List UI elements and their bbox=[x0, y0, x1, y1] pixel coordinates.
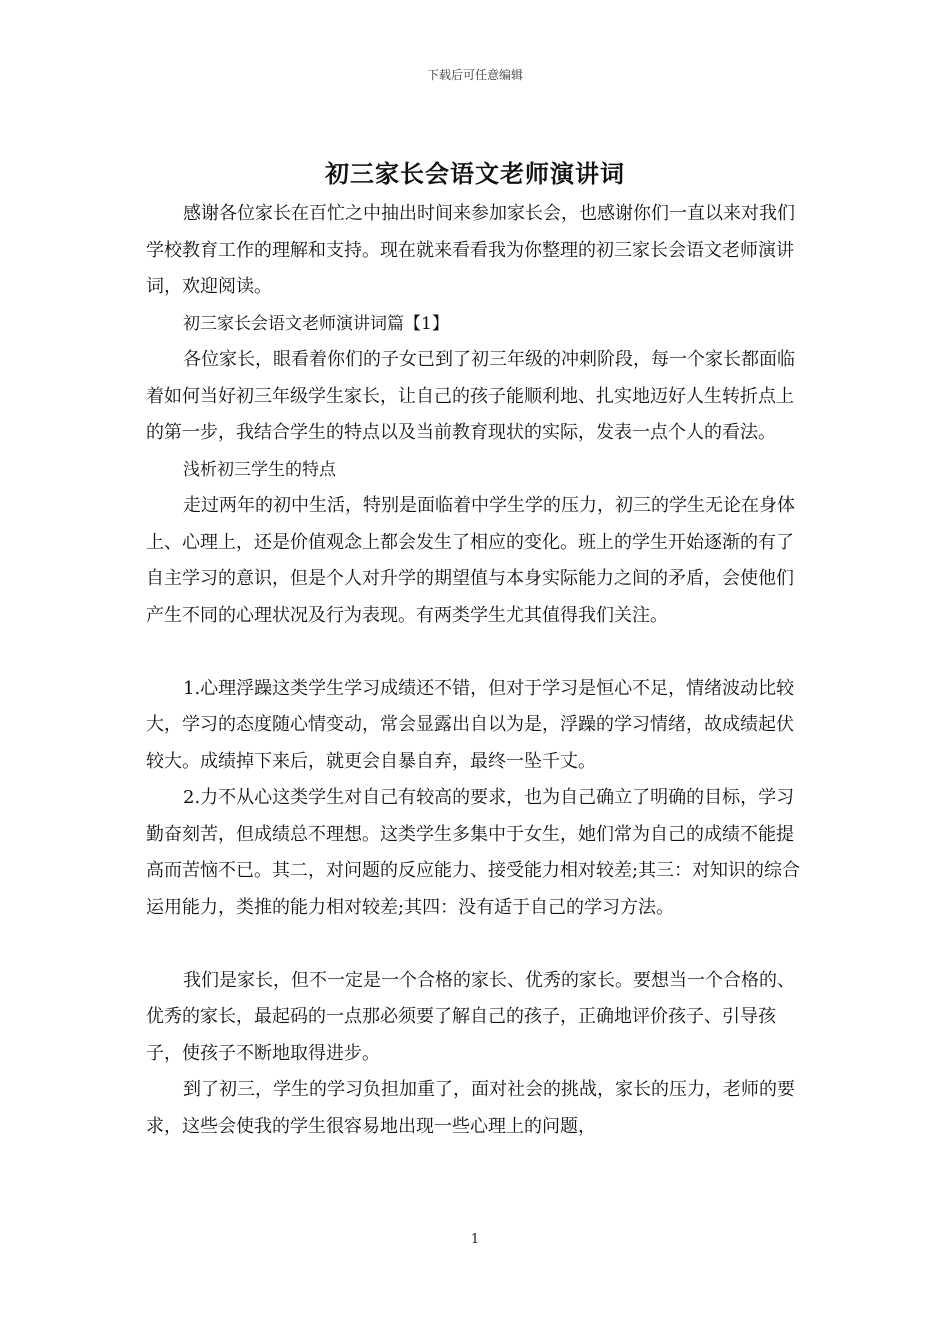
subsection-heading: 浅析初三学生的特点 bbox=[183, 459, 336, 480]
intro-paragraph: 感谢各位家长在百忙之中抽出时间来参加家长会，也感谢你们一直以来对我们学校教育工作的理解和支持。现在就来看看我为你整理的初三家长会语文老师演讲词，欢迎阅读。 bbox=[146, 203, 795, 297]
paragraph-spacer bbox=[146, 926, 810, 963]
list-item: 1.心理浮躁这类学生学习成绩还不错，但对于学习是恒心不足，情绪波动比较大，学习的态度随心情变动，常会显露出自以为是，浮躁的学习情绪，故成绩起伏较大。成绩掉下来后，就更会自暴自弃，最终一坠千丈。 bbox=[146, 677, 795, 772]
body-paragraph: 走过两年的初中生活，特别是面临着中学生学的压力，初三的学生无论在身体上、心理上，还是价值观念上都会发生了相应的变化。班上的学生开始逐渐的有了自主学习的意识，但是个人对升学的期望值与本身实际能力之间的矛盾，会使他们产生不同的心理状况及行为表现。有两类学生尤其值得我们关注。 bbox=[146, 495, 795, 626]
body-paragraph: 我们是家长，但不一定是一个合格的家长、优秀的家长。要想当一个合格的、优秀的家长，最起码的一点那必须要了解自己的孩子，正确地评价孩子、引导孩子，使孩子不断地取得进步。 bbox=[146, 969, 795, 1064]
section-heading: 初三家长会语文老师演讲词篇【1】 bbox=[183, 313, 449, 334]
document-body bbox=[146, 196, 810, 1145]
paragraph-spacer bbox=[146, 634, 810, 671]
list-item: 2.力不从心这类学生对自己有较高的要求，也为自己确立了明确的目标，学习勤奋刻苦，但成绩总不理想。这类学生多集中于女生，她们常为自己的成绩不能提高而苦恼不已。其二，对问题的反应能力、接受能力相对较差;其三：对知识的综合运用能力，类推的能力相对较差;其四：没有适于自己的学习方法。 bbox=[146, 787, 801, 918]
body-paragraph: 到了初三，学生的学习负担加重了，面对社会的挑战，家长的压力，老师的要求，这些会使我的学生很容易地出现一些心理上的问题， bbox=[146, 1079, 795, 1137]
document-title: 初三家长会语文老师演讲词 bbox=[325, 159, 625, 188]
body-paragraph: 各位家长，眼看着你们的子女已到了初三年级的冲刺阶段，每一个家长都面临着如何当好初三年级学生家长，让自己的孩子能顺利地、扎实地迈好人生转折点上的第一步，我结合学生的特点以及当前教育现状的实际，发表一点个人的看法。 bbox=[146, 349, 795, 443]
page-number: 1 bbox=[470, 1232, 480, 1247]
header-note: 下载后可任意编辑 bbox=[426, 68, 523, 82]
